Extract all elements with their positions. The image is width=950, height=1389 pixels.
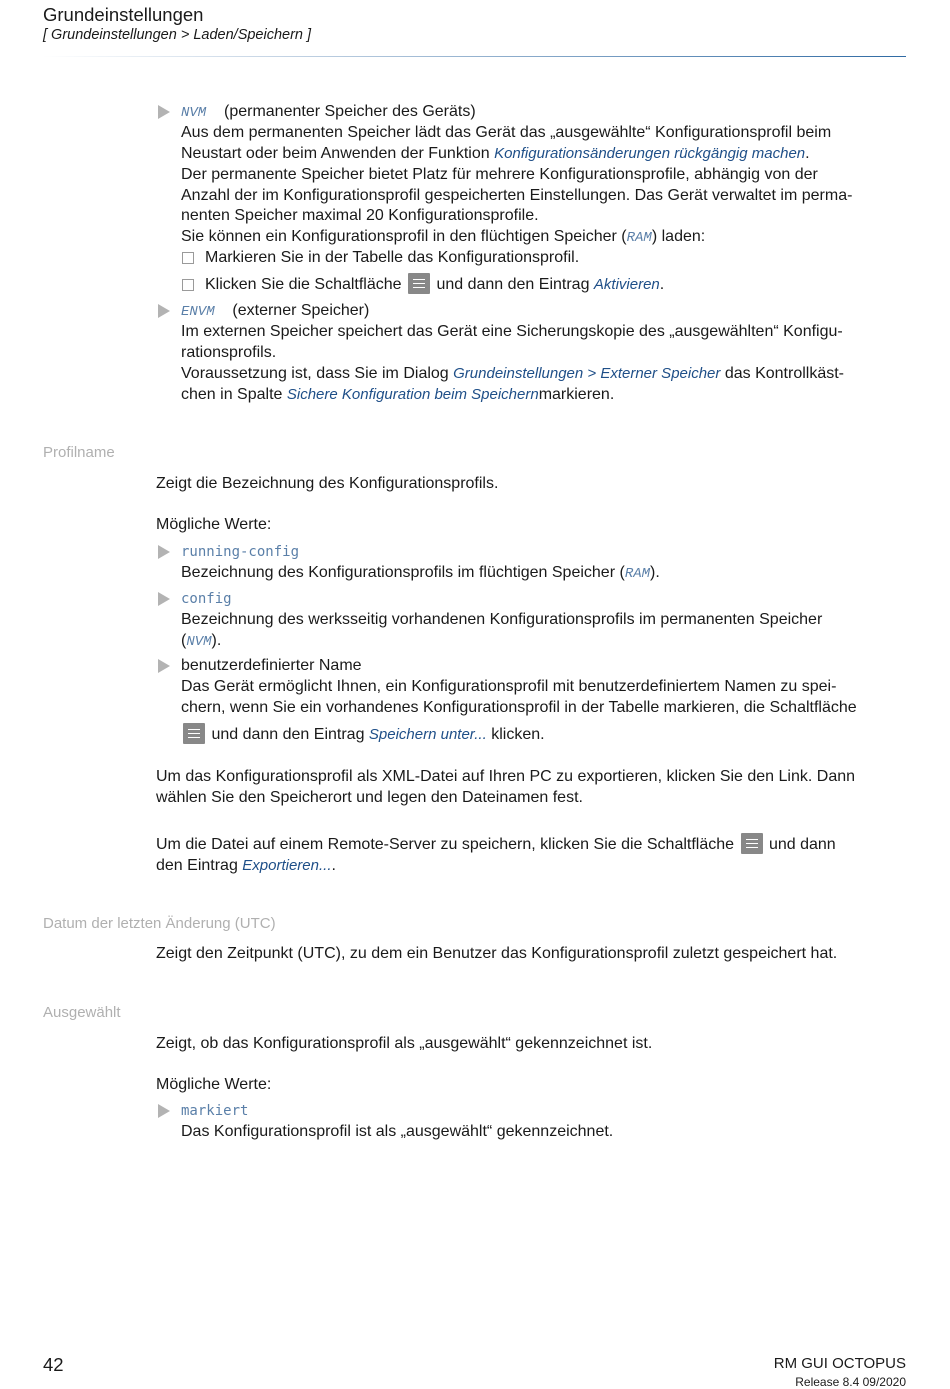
profilname-label: Profilname [43, 444, 115, 461]
release-info: Release 8.4 09/2020 [795, 1375, 906, 1389]
custom-name-line2: chern, wenn Sie ein vorhandenes Konfigurationsprofil in der Tabelle markieren, die Schaltfläche [181, 699, 857, 716]
remote-line2-end: . [331, 857, 336, 874]
secure-config-link[interactable]: Sichere Konfiguration beim Speichern [286, 386, 539, 403]
nvm-line2-text: Neustart oder beim Anwenden der Funktion [181, 145, 495, 162]
nvm-step2 [205, 275, 664, 296]
nvm-step2-end: . [659, 276, 665, 293]
export-link[interactable]: Exportieren... [242, 857, 332, 874]
config-code [181, 589, 232, 610]
hamburger-menu-icon [183, 723, 205, 744]
running-config-value: running-config [181, 544, 300, 560]
envm-line3 [181, 364, 844, 385]
nvm-line2 [181, 144, 810, 165]
envm-line1: Im externen Speicher speichert das Gerät eine Sicherungskopie des „ausgewählten“ Konfigu- [181, 323, 843, 340]
remote-line2 [156, 856, 336, 877]
nvm-line4: Anzahl der im Konfigurationsprofil gespeicherten Einstellungen. Das Gerät verwaltet im perma- [181, 187, 853, 204]
nvm-line6-end: ) laden: [651, 228, 706, 245]
running-config-desc-text: Bezeichnung des Konfigurationsprofils im flüchtigen Speicher ( [181, 564, 625, 581]
envm-line4-text: chen in Spalte [181, 386, 287, 403]
triangle-bullet-icon [158, 592, 170, 606]
custom-name-title: benutzerdefinierter Name [181, 657, 362, 674]
running-config-code [181, 542, 299, 563]
nvm-desc: (permanenter Speicher des Geräts) [224, 103, 476, 120]
config-desc-line1: Bezeichnung des werksseitig vorhandenen Konfigurationsprofils im permanenten Speicher [181, 611, 823, 628]
nvm-code: NVM [186, 634, 212, 650]
envm-line4 [181, 385, 614, 406]
markiert-code [181, 1101, 248, 1122]
envm-line3-end: das Kontrollkäst- [720, 365, 844, 382]
remote-line2-text: den Eintrag [156, 857, 243, 874]
running-config-desc [181, 563, 660, 585]
custom-name-line3-text: und dann den Eintrag [207, 726, 369, 743]
nvm-line2-end: . [805, 145, 810, 162]
export-line2: wählen Sie den Speicherort und legen den Dateinamen fest. [156, 789, 583, 806]
ausgewaehlt-label: Ausgewählt [43, 1004, 121, 1021]
ausgewaehlt-desc: Zeigt, ob das Konfigurationsprofil als „ausgewählt“ gekennzeichnet ist. [156, 1035, 653, 1052]
breadcrumb: [ Grundeinstellungen > Laden/Speichern ] [43, 27, 312, 43]
product-name: RM GUI OCTOPUS [773, 1355, 906, 1372]
header-divider [43, 56, 906, 57]
profilname-values-label: Mögliche Werte: [156, 516, 272, 533]
config-desc-line2 [181, 631, 221, 653]
nvm-code: NVM [181, 105, 207, 121]
triangle-bullet-icon [158, 304, 170, 318]
hamburger-menu-icon [408, 273, 430, 294]
remote-line1-text: Um die Datei auf einem Remote-Server zu speichern, klicken Sie die Schaltfläche [156, 836, 739, 853]
markiert-desc: Das Konfigurationsprofil ist als „ausgewählt“ gekennzeichnet. [181, 1123, 614, 1140]
undo-config-link[interactable]: Konfigurationsänderungen rückgängig machen [494, 145, 806, 162]
datum-label: Datum der letzten Änderung (UTC) [43, 915, 276, 932]
envm-line3-text: Voraussetzung ist, dass Sie im Dialog [181, 365, 454, 382]
triangle-bullet-icon [158, 105, 170, 119]
activate-link[interactable]: Aktivieren [593, 276, 660, 293]
datum-desc: Zeigt den Zeitpunkt (UTC), zu dem ein Benutzer das Konfigurationsprofil zuletzt gespeichert hat. [156, 945, 838, 962]
ram-code: RAM [626, 230, 652, 246]
config-desc-open: ( [181, 632, 187, 649]
triangle-bullet-icon [158, 1104, 170, 1118]
nvm-step2-mid: und dann den Eintrag [432, 276, 594, 293]
ausgewaehlt-values-label: Mögliche Werte: [156, 1076, 272, 1093]
nvm-title [181, 102, 476, 124]
envm-code: ENVM [181, 304, 215, 320]
header-title: Grundeinstellungen [43, 4, 204, 25]
nvm-step2-text: Klicken Sie die Schaltfläche [205, 276, 406, 293]
nvm-line1: Aus dem permanenten Speicher lädt das Gerät das „ausgewählte“ Konfigurationsprofil beim [181, 124, 832, 141]
checkbox-step-icon [182, 252, 194, 264]
triangle-bullet-icon [158, 545, 170, 559]
remote-line1 [156, 835, 836, 856]
nvm-line5: nenten Speicher maximal 20 Konfigurationsprofile. [181, 207, 539, 224]
custom-name-line1: Das Gerät ermöglicht Ihnen, ein Konfigurationsprofil mit benutzerdefiniertem Namen zu spei- [181, 678, 837, 695]
markiert-value: markiert [181, 1103, 249, 1119]
envm-desc: (externer Speicher) [232, 302, 370, 319]
external-storage-link[interactable]: Grundeinstellungen > Externer Speicher [453, 365, 721, 382]
envm-line2: rationsprofils. [181, 344, 277, 361]
running-config-desc-end: ). [650, 564, 660, 581]
nvm-line3: Der permanente Speicher bietet Platz für mehrere Konfigurationsprofile, abhängig von der [181, 166, 818, 183]
hamburger-menu-icon [741, 833, 763, 854]
envm-title [181, 301, 369, 323]
nvm-step1: Markieren Sie in der Tabelle das Konfigurationsprofil. [205, 249, 580, 266]
nvm-line6 [181, 227, 705, 249]
remote-line1-end: und dann [764, 836, 836, 853]
save-as-link[interactable]: Speichern unter... [368, 726, 487, 743]
page-number: 42 [43, 1354, 64, 1375]
profilname-desc: Zeigt die Bezeichnung des Konfigurationsprofils. [156, 475, 499, 492]
export-line1: Um das Konfigurationsprofil als XML-Datei auf Ihren PC zu exportieren, klicken Sie den Link. Dann [156, 768, 856, 785]
nvm-line6-text: Sie können ein Konfigurationsprofil in den flüchtigen Speicher ( [181, 228, 627, 245]
config-desc-close: ). [211, 632, 222, 649]
triangle-bullet-icon [158, 659, 170, 673]
custom-name-line3 [181, 725, 545, 746]
custom-name-line3-end: klicken. [486, 726, 545, 743]
envm-line4-end: markieren. [538, 386, 615, 403]
checkbox-step-icon [182, 279, 194, 291]
ram-code: RAM [624, 566, 651, 582]
config-value: config [181, 591, 232, 607]
